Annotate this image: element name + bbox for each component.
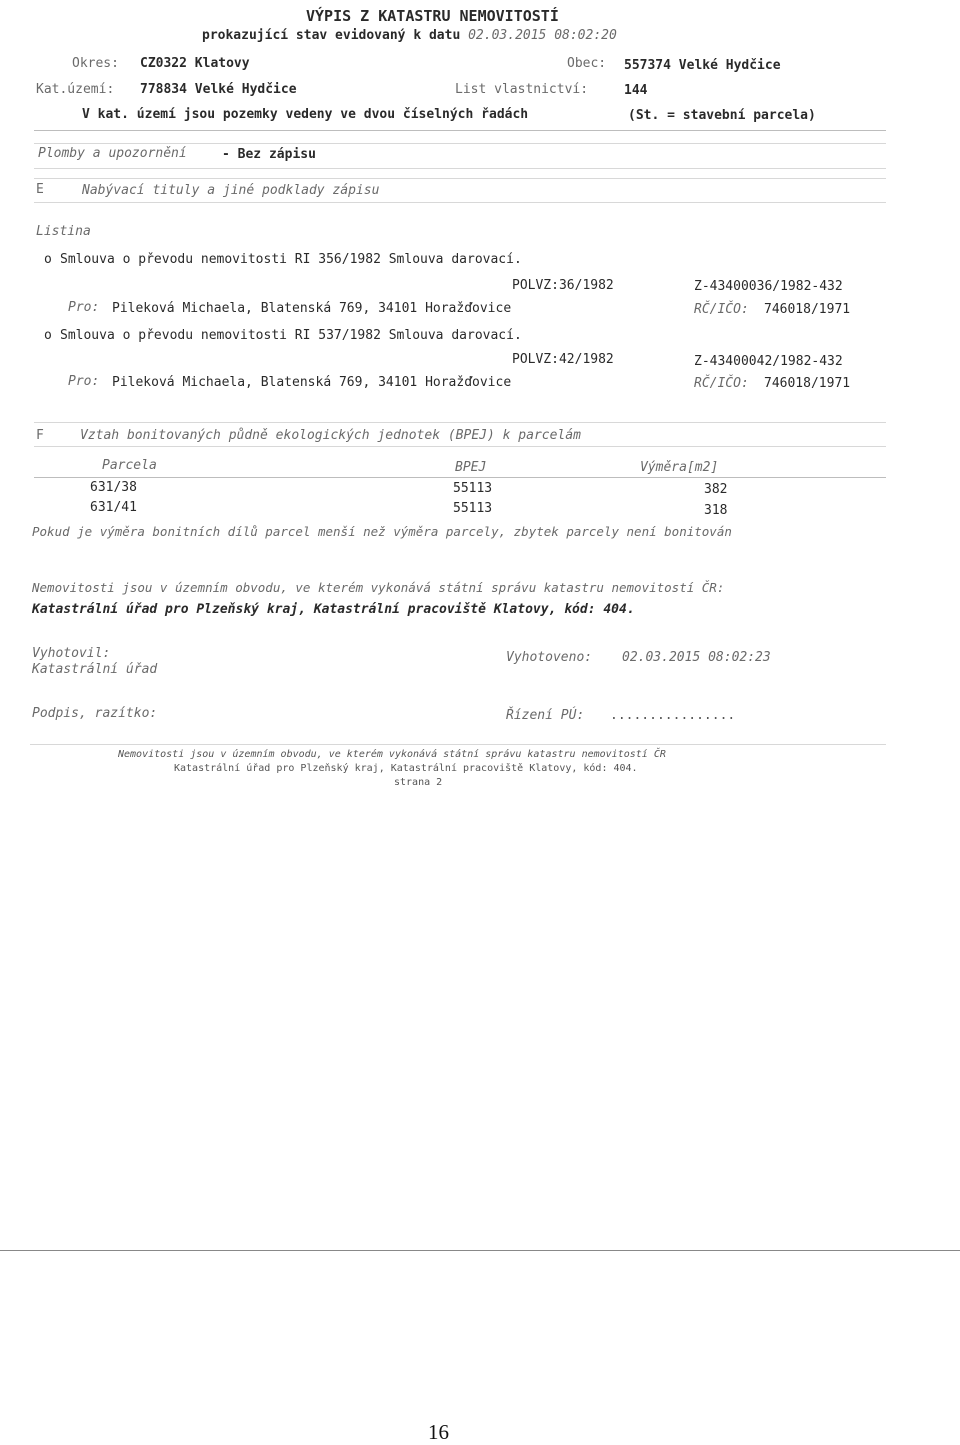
vyhotoveno-value: 02.03.2015 08:02:23 — [622, 650, 771, 665]
vyhotoveno-label: Vyhotoveno: — [506, 650, 593, 665]
divider — [30, 744, 886, 745]
cell-parcela: 631/38 — [90, 480, 137, 495]
listina-bullet: o — [44, 328, 52, 343]
col-vymera-header: Výměra[m2] — [640, 460, 719, 475]
listina-bullet: o — [44, 252, 52, 267]
listina-zcode: Z-43400036/1982-432 — [694, 279, 843, 294]
col-parcela-header: Parcela — [102, 458, 157, 473]
section-f-letter: F — [36, 428, 44, 443]
okres-value: CZ0322 Klatovy — [140, 56, 250, 71]
rizeni-label: Řízení PÚ: — [506, 708, 585, 723]
plomby-value: - Bez zápisu — [222, 147, 316, 162]
document-page-number: 16 — [428, 1420, 449, 1444]
table-header-divider — [34, 477, 886, 478]
rady-note: V kat. území jsou pozemky vedeny ve dvou číselných řadách — [82, 107, 529, 122]
footer-info-line1: Nemovitosti jsou v územním obvodu, ve kterém vykonává státní správu katastru nemovitostí ČR: — [32, 580, 725, 595]
cell-parcela: 631/41 — [90, 500, 137, 515]
okres-label: Okres: — [72, 56, 119, 71]
document-subtitle — [202, 28, 617, 44]
obec-value: 557374 Velké Hydčice — [624, 58, 781, 73]
divider — [34, 143, 886, 144]
listina-zcode: Z-43400042/1982-432 — [694, 354, 843, 369]
section-e-title: Nabývací tituly a jiné podklady zápisu — [82, 183, 380, 198]
listina-label: Listina — [36, 224, 91, 239]
document-title: VÝPIS Z KATASTRU NEMOVITOSTÍ — [306, 7, 559, 25]
listina-rc-value: 746018/1971 — [764, 376, 851, 391]
footer-info-line2: Katastrální úřad pro Plzeňský kraj, Katastrální pracoviště Klatovy, kód: 404. — [32, 602, 635, 617]
listina-item-text: Smlouva o převodu nemovitosti RI 356/1982 Smlouva darovací. — [60, 252, 522, 267]
lv-value: 144 — [624, 83, 648, 98]
katuzemi-value: 778834 Velké Hydčice — [140, 82, 297, 97]
section-f-title: Vztah bonitovaných půdně ekologických jednotek (BPEJ) k parcelám — [80, 428, 581, 443]
listina-polvz: POLVZ:42/1982 — [512, 352, 614, 367]
plomby-label: Plomby a upozornění — [38, 146, 187, 161]
listina-polvz: POLVZ:36/1982 — [512, 278, 614, 293]
cell-bpej: 55113 — [453, 501, 493, 516]
divider — [34, 130, 886, 131]
divider — [34, 446, 886, 447]
podpis-label: Podpis, razítko: — [32, 706, 158, 721]
listina-rc-value: 746018/1971 — [764, 302, 851, 317]
divider — [34, 422, 886, 423]
listina-pro-text: Pileková Michaela, Blatenská 769, 34101 Horažďovice — [112, 375, 512, 390]
scan-edge-line — [0, 1250, 960, 1251]
cell-vymera: 382 — [704, 482, 728, 497]
cell-vymera: 318 — [704, 503, 728, 518]
col-bpej-header: BPEJ — [455, 460, 487, 475]
divider — [34, 202, 886, 203]
obec-label: Obec: — [567, 56, 607, 71]
subtitle-prefix: prokazující stav evidovaný k datu — [202, 28, 461, 43]
subtitle-datetime: 02.03.2015 08:02:20 — [468, 28, 617, 43]
page-footer-page: strana 2 — [394, 777, 443, 788]
listina-item-text: Smlouva o převodu nemovitosti RI 537/1982 Smlouva darovací. — [60, 328, 522, 343]
page-footer-line2: Katastrální úřad pro Plzeňský kraj, Katastrální pracoviště Klatovy, kód: 404. — [174, 763, 638, 774]
vyhotovil-label: Vyhotovil: — [32, 646, 111, 661]
divider — [34, 178, 886, 179]
rady-note-2: (St. = stavební parcela) — [628, 108, 816, 123]
cell-bpej: 55113 — [453, 481, 493, 496]
listina-rc-label: RČ/IČO: — [694, 302, 749, 317]
listina-pro-label: Pro: — [68, 374, 100, 389]
listina-pro-label: Pro: — [68, 300, 100, 315]
listina-rc-label: RČ/IČO: — [694, 376, 749, 391]
vyhotovil-value: Katastrální úřad — [32, 662, 158, 677]
divider — [34, 168, 886, 169]
page-footer-line1: Nemovitosti jsou v územním obvodu, ve kterém vykonává státní správu katastru nemovitostí ČR — [118, 749, 666, 760]
katuzemi-label: Kat.území: — [36, 82, 115, 97]
lv-label: List vlastnictví: — [455, 82, 589, 97]
rizeni-value: ................ — [610, 708, 736, 723]
section-e-letter: E — [36, 182, 44, 197]
listina-pro-text: Pileková Michaela, Blatenská 769, 34101 Horažďovice — [112, 301, 512, 316]
bonitace-note: Pokud je výměra bonitních dílů parcel menší než výměra parcely, zbytek parcely není bonitován — [32, 524, 732, 539]
